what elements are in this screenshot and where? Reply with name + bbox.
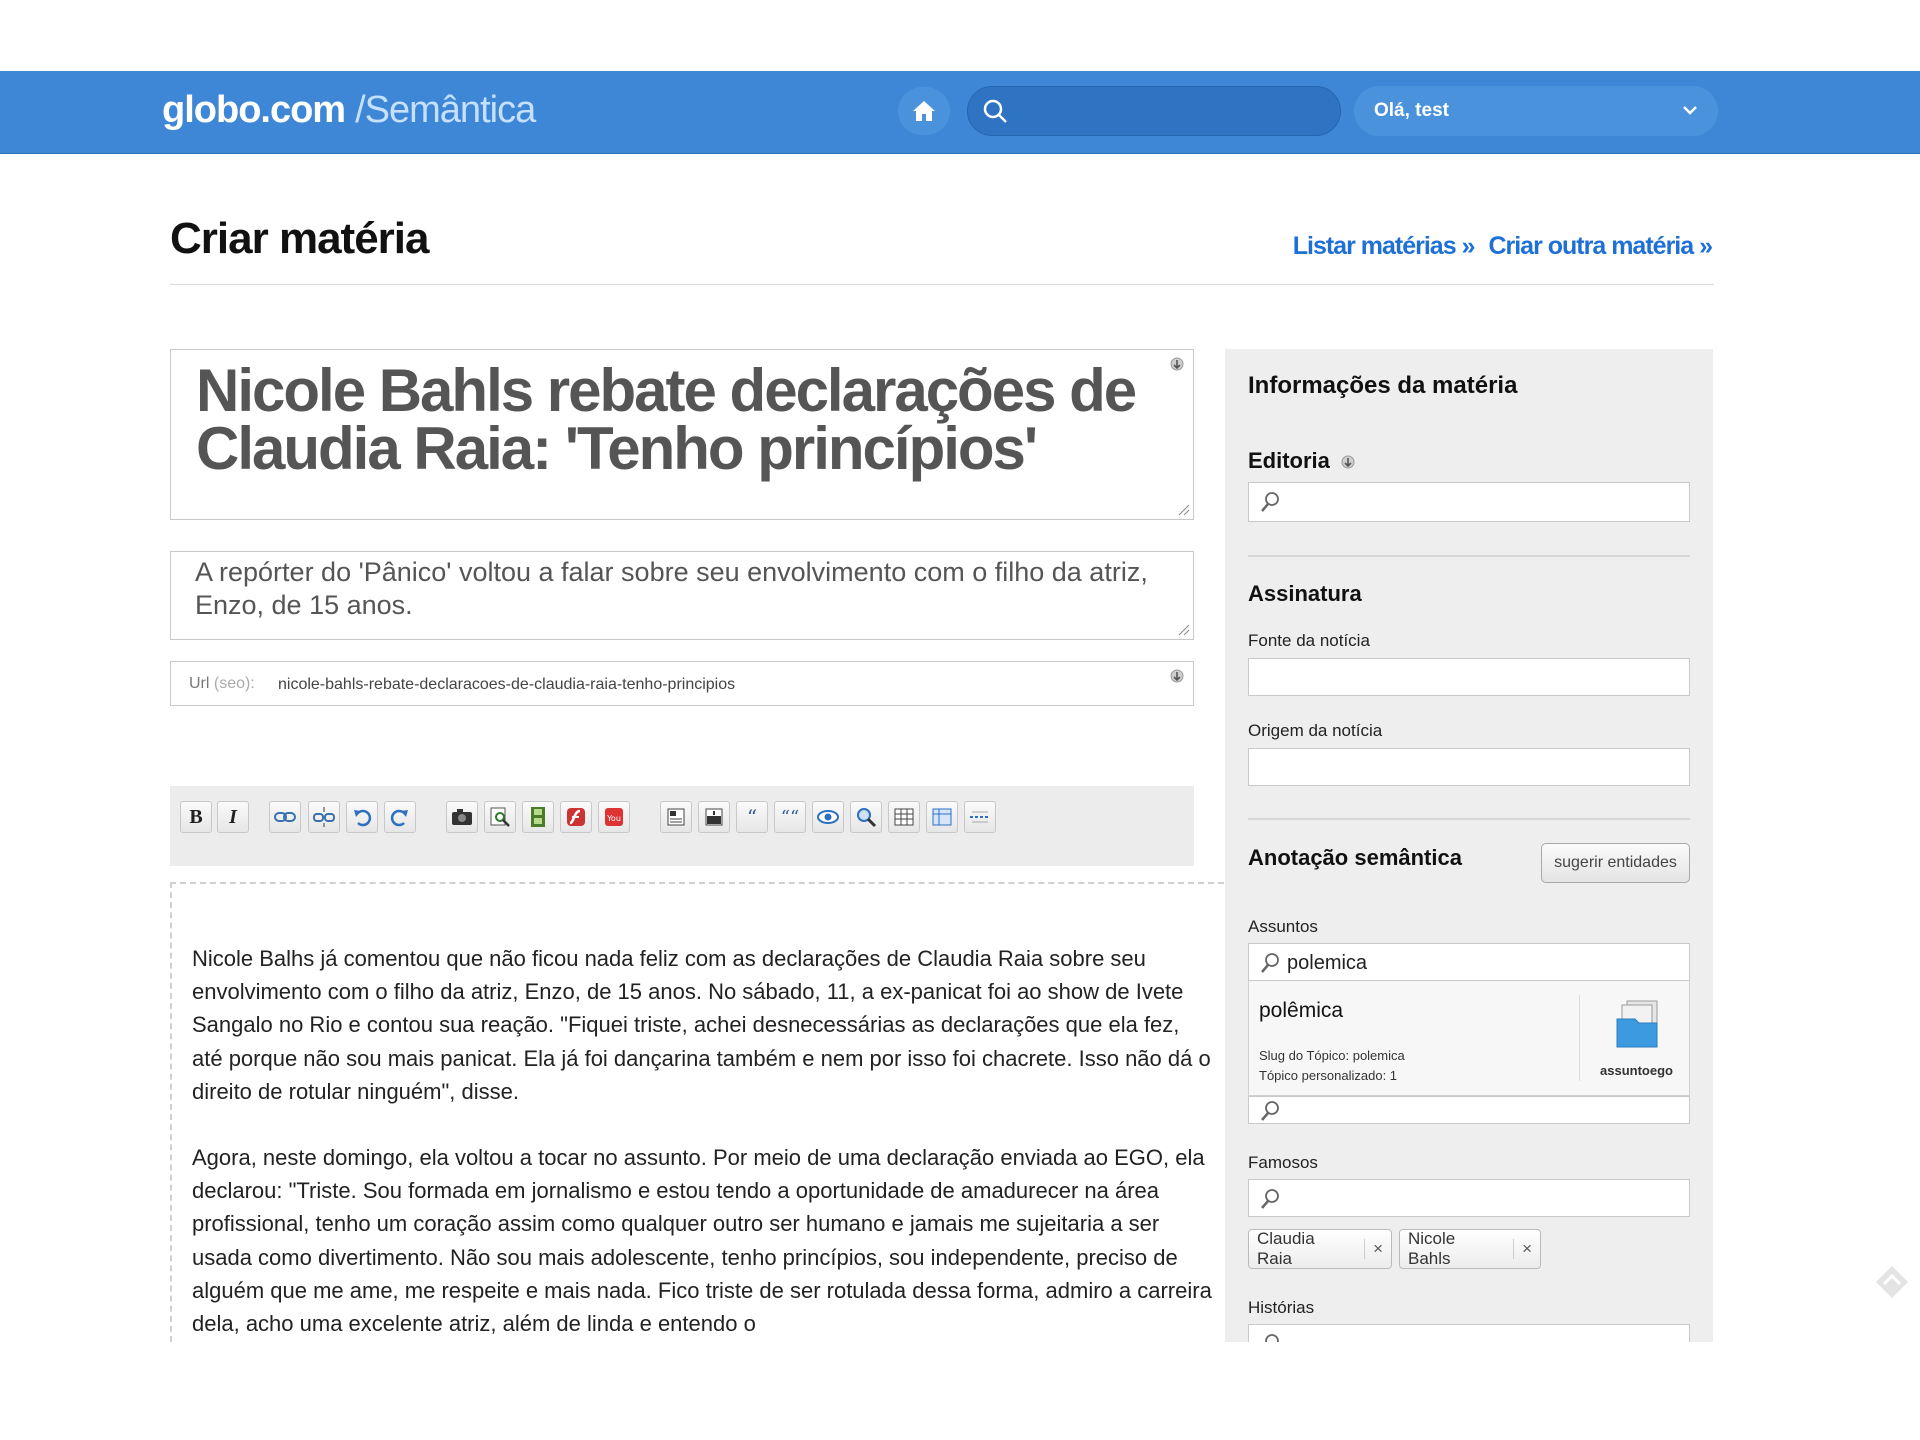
unlink-button[interactable] (308, 801, 340, 833)
insert-row-icon (704, 807, 724, 827)
svg-text:You: You (607, 814, 621, 823)
famoso-tag[interactable] (1399, 1229, 1541, 1269)
search-image-icon (855, 806, 877, 828)
historias-label: Histórias (1248, 1298, 1315, 1317)
quote-icon: “ (746, 805, 758, 829)
result-name: polêmica (1259, 999, 1344, 1022)
tag-label: Nicole Bahls (1408, 1229, 1456, 1268)
preview-button[interactable] (812, 801, 844, 833)
table-button[interactable] (888, 801, 920, 833)
help-icon[interactable] (1340, 454, 1356, 470)
header-divider (170, 284, 1714, 285)
bold-button[interactable]: B (180, 801, 212, 833)
image-search-button[interactable] (484, 801, 516, 833)
suggest-entities-button[interactable]: sugerir entidades (1541, 843, 1690, 883)
top-navigation-bar (0, 71, 1920, 154)
tag-label: Claudia Raia (1257, 1229, 1315, 1268)
url-label-text: Url (189, 675, 210, 692)
assuntos-query-text: polemica (1287, 952, 1368, 974)
seo-url-field[interactable] (170, 661, 1194, 706)
search-icon (982, 98, 1008, 124)
search-input[interactable] (1018, 95, 1322, 129)
chevron-down-icon (1682, 104, 1698, 116)
magnifier-icon (1259, 490, 1281, 514)
magnifier-icon (1259, 1332, 1281, 1342)
famosos-search-input[interactable] (1248, 1179, 1690, 1217)
page-title: Criar matéria (170, 214, 429, 263)
assuntos-label: Assuntos (1248, 917, 1318, 936)
quote-button[interactable] (736, 801, 768, 833)
magnifier-icon (1259, 951, 1281, 975)
brand-logo[interactable] (162, 89, 535, 132)
italic-button[interactable]: I (217, 801, 249, 833)
double-quote-icon: ““ (780, 806, 800, 828)
double-quote-button[interactable] (774, 801, 806, 833)
section-divider (1248, 818, 1690, 820)
famoso-tag[interactable] (1248, 1229, 1392, 1269)
article-title-text[interactable]: Nicole Bahls rebate declarações de Claudia Raia: 'Tenho princípios' (196, 357, 1136, 482)
flash-button[interactable] (560, 801, 592, 833)
resize-handle-icon[interactable] (1178, 504, 1190, 516)
document-stack-icon (1615, 999, 1661, 1049)
list-articles-link[interactable]: Listar matérias » (1292, 232, 1475, 260)
result-divider (1579, 995, 1580, 1081)
home-button[interactable] (898, 87, 950, 135)
editoria-label (1248, 448, 1356, 474)
user-greeting: Olá, test (1374, 100, 1449, 121)
undo-button[interactable] (346, 801, 378, 833)
brand-main: globo.com (162, 89, 346, 131)
redo-button[interactable] (384, 801, 416, 833)
link-icon (274, 810, 296, 824)
film-icon (530, 806, 546, 828)
body-paragraph[interactable]: Nicole Balhs já comentou que não ficou nada feliz com as declarações de Claudia Raia sobre seu envolvimento com o filho da atriz, Enzo, de 15 anos. No sábado, 11, a ex-panicat foi ao show de Ivete Sangalo no Rio e contou sua reação. "Fiquei triste, achei desnecessárias as declarações que ela fez, até porque não sou mais panicat. Ela já foi dançarina também e nem por isso foi chacrete. Isso não dá o direito de rotular ninguém", disse. (192, 946, 1211, 1104)
tag-remove-button[interactable]: × (1364, 1239, 1391, 1259)
link-button[interactable] (269, 801, 301, 833)
seo-url-value[interactable]: nicole-bahls-rebate-declaracoes-de-claudia-raia-tenho-principios (278, 676, 736, 693)
image-search-icon (489, 806, 511, 828)
article-subtitle-field[interactable] (170, 551, 1194, 640)
article-info-sidebar (1225, 349, 1713, 1342)
autocomplete-result[interactable] (1248, 981, 1690, 1096)
seo-url-label (189, 675, 255, 693)
film-button[interactable] (522, 801, 554, 833)
search-box[interactable] (967, 86, 1341, 136)
editoria-search-input[interactable] (1248, 482, 1690, 522)
article-body-editor[interactable] (170, 882, 1224, 1342)
table-icon (894, 808, 914, 826)
unlink-icon (313, 806, 335, 828)
fonte-input[interactable] (1248, 658, 1690, 696)
origem-label: Origem da notícia (1248, 721, 1383, 740)
table-grid-button[interactable] (926, 801, 958, 833)
insert-box-icon (666, 807, 686, 827)
header-links (1279, 232, 1712, 261)
user-menu[interactable] (1354, 86, 1718, 136)
preview-eye-icon (817, 809, 839, 825)
assinatura-heading: Assinatura (1248, 581, 1362, 606)
resize-handle-icon[interactable] (1178, 624, 1190, 636)
magnifier-icon (1259, 1099, 1281, 1123)
search-image-button[interactable] (850, 801, 882, 833)
redo-icon (390, 807, 410, 827)
article-title-field[interactable] (170, 349, 1194, 520)
camera-button[interactable] (446, 801, 478, 833)
horizontal-rule-button[interactable] (964, 801, 996, 833)
horizontal-rule-icon (969, 808, 991, 826)
fonte-label: Fonte da notícia (1248, 631, 1370, 650)
flash-icon (565, 806, 587, 828)
historias-search-input[interactable] (1248, 1324, 1690, 1342)
magnifier-icon (1259, 1187, 1281, 1211)
famosos-label: Famosos (1248, 1153, 1318, 1172)
result-slug: Slug do Tópico: polemica (1259, 1048, 1405, 1063)
youtube-icon (603, 806, 625, 828)
help-icon[interactable] (1169, 356, 1185, 372)
insert-box-button[interactable] (660, 801, 692, 833)
editoria-label-text: Editoria (1248, 448, 1330, 473)
assuntos-search-input[interactable] (1248, 943, 1690, 981)
insert-row-button[interactable] (698, 801, 730, 833)
result-custom: Tópico personalizado: 1 (1259, 1068, 1398, 1083)
table-grid-icon (932, 808, 952, 826)
tag-remove-button[interactable]: × (1513, 1239, 1540, 1259)
help-icon[interactable] (1169, 668, 1185, 684)
editor-toolbar (170, 786, 1194, 866)
brand-section: /Semântica (355, 89, 536, 131)
result-type: assuntoego (1600, 1063, 1673, 1078)
article-subtitle-text[interactable]: A repórter do 'Pânico' voltou a falar sobre seu envolvimento com o filho da atriz, Enzo, de 15 anos. (195, 557, 1148, 620)
assuntos-extra-input[interactable] (1248, 1096, 1690, 1124)
home-icon (911, 99, 937, 123)
origem-input[interactable] (1248, 748, 1690, 786)
create-another-article-link[interactable]: Criar outra matéria » (1488, 232, 1712, 260)
anotacao-heading: Anotação semântica (1248, 845, 1462, 870)
body-paragraph[interactable]: Agora, neste domingo, ela voltou a tocar no assunto. Por meio de uma declaração enviada ao EGO, ela declarou: "Triste. Sou formada em jornalismo e estou tendo a oportunidade de amadurecer na área profissional, tenho um coração assim como qualquer outro ser humano e jamais me sujeitaria a ser usada como divertimento. Não sou mais adolescente, tenho princípios, sou independente, preciso de alguém que me ame, me respeite e mais nada. Fico triste de ser rotulada dessa forma, admiro a carreira dela, acho uma excelente atriz, além de linda e entendo o (192, 1145, 1212, 1337)
section-divider (1248, 555, 1690, 557)
camera-icon (451, 808, 473, 826)
scroll-to-top-icon[interactable] (1872, 1262, 1912, 1302)
sidebar-heading: Informações da matéria (1248, 372, 1518, 399)
youtube-button[interactable] (598, 801, 630, 833)
url-hint-text: (seo): (213, 675, 255, 692)
result-meta (1259, 1046, 1405, 1086)
undo-icon (352, 807, 372, 827)
